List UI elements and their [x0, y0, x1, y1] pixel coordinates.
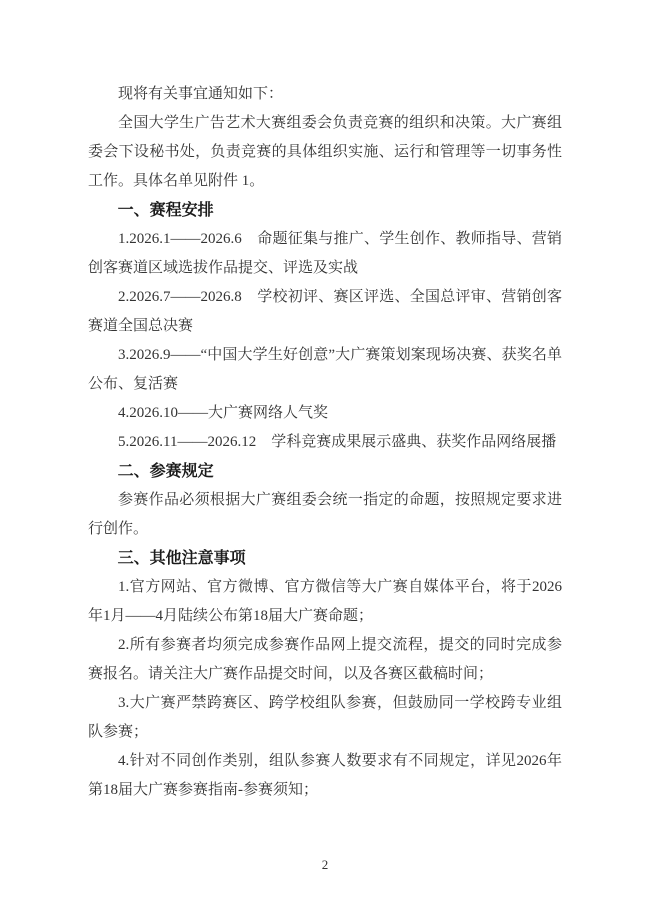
paragraph: 1.2026.1——2026.6 命题征集与推广、学生创作、教师指导、营销创客赛道区域选拔作品提交、评选及实战	[88, 231, 562, 276]
paragraph: 3.2026.9——“中国大学生好创意”大广赛策划案现场决赛、获奖名单公布、复活赛	[88, 347, 562, 392]
paragraph: 1.官方网站、官方微博、官方微信等大广赛自媒体平台，将于2026年1月——4月陆续公布第18届大广赛命题；	[88, 579, 562, 624]
paragraph: 2.所有参赛者均须完成参赛作品网上提交流程，提交的同时完成参赛报名。请关注大广赛作品提交时间，以及各赛区截稿时间；	[88, 637, 562, 682]
paragraph: 现将有关事宜通知如下：	[118, 86, 284, 102]
paragraph: 3.大广赛严禁跨赛区、跨学校组队参赛，但鼓励同一学校跨专业组队参赛；	[88, 695, 562, 740]
page-number: 2	[321, 857, 329, 872]
paragraph: 参赛作品必须根据大广赛组委会统一指定的命题，按照规定要求进行创作。	[88, 492, 562, 537]
paragraph: 2.2026.7——2026.8 学校初评、赛区评选、全国总评审、营销创客赛道全国总决赛	[88, 289, 562, 334]
paragraph: 4.针对不同创作类别，组队参赛人数要求有不同规定，详见2026年第18届大广赛参赛指南-参赛须知；	[88, 753, 562, 798]
section-heading-rules: 二、参赛规定	[117, 463, 214, 480]
paragraph: 全国大学生广告艺术大赛组委会负责竞赛的组织和决策。大广赛组委会下设秘书处，负责竞赛的具体组织实施、运行和管理等一切事务性工作。具体名单见附件 1。	[88, 115, 562, 189]
paragraph: 5.2026.11——2026.12 学科竞赛成果展示盛典、获奖作品网络展播	[118, 434, 557, 450]
paragraph: 4.2026.10——大广赛网络人气奖	[118, 405, 329, 421]
section-heading-schedule: 一、赛程安排	[117, 202, 214, 219]
section-heading-notes: 三、其他注意事项	[117, 550, 246, 567]
